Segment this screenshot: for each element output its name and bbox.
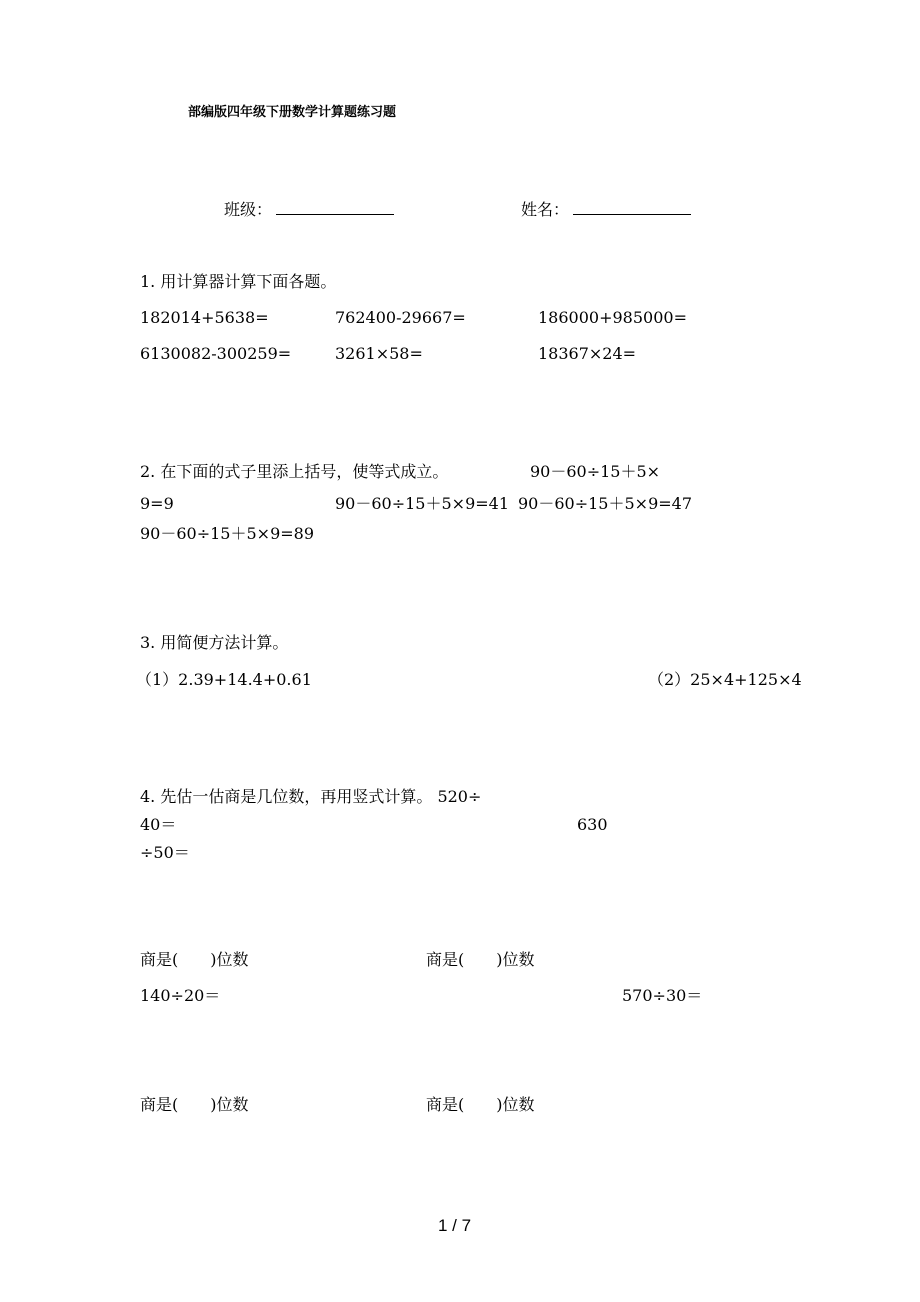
q2-item: 90－60÷15＋5×9=41 bbox=[335, 494, 510, 513]
q1-item: 762400-29667= bbox=[335, 308, 466, 327]
q2-heading: 2. 在下面的式子里添上括号，使等式成立。 bbox=[140, 462, 449, 481]
q1-item: 3261×58= bbox=[335, 344, 423, 363]
q4-item: 40＝ bbox=[140, 815, 177, 834]
q3-item: （1）2.39+14.4+0.61 bbox=[136, 670, 312, 689]
class-label: 班级： bbox=[224, 200, 273, 219]
q1-item: 182014+5638= bbox=[140, 308, 269, 327]
quotient-label: 商是( )位数 bbox=[426, 950, 535, 969]
document-title: 部编版四年级下册数学计算题练习题 bbox=[188, 105, 397, 120]
q4-item: 630 bbox=[577, 815, 608, 834]
q2-item: 9=9 bbox=[140, 494, 174, 513]
page-number: 1 / 7 bbox=[438, 1216, 472, 1235]
q4-item: 570÷30＝ bbox=[622, 986, 703, 1005]
q2-item: 90－60÷15＋5× bbox=[530, 462, 661, 481]
q1-item: 186000+985000= bbox=[538, 308, 687, 327]
class-blank bbox=[276, 200, 394, 215]
q1-heading: 1. 用计算器计算下面各题。 bbox=[140, 272, 337, 291]
name-field bbox=[521, 200, 691, 220]
quotient-label: 商是( )位数 bbox=[140, 1095, 249, 1114]
q3-item: （2）25×4+125×4 bbox=[648, 670, 802, 689]
q2-item: 90－60÷15＋5×9=89 bbox=[140, 524, 315, 543]
q2-item: 90－60÷15＋5×9=47 bbox=[518, 494, 693, 513]
q1-item: 18367×24= bbox=[538, 344, 637, 363]
q4-item: ÷50＝ bbox=[140, 843, 190, 862]
name-blank bbox=[573, 200, 691, 215]
q4-heading: 4. 先估一估商是几位数，再用竖式计算。 520÷ bbox=[140, 787, 482, 806]
q1-item: 6130082-300259= bbox=[140, 344, 292, 363]
name-label: 姓名： bbox=[521, 200, 570, 219]
q3-heading: 3. 用简便方法计算。 bbox=[140, 633, 289, 652]
q4-item: 140÷20＝ bbox=[140, 986, 221, 1005]
quotient-label: 商是( )位数 bbox=[426, 1095, 535, 1114]
class-field bbox=[224, 200, 394, 220]
quotient-label: 商是( )位数 bbox=[140, 950, 249, 969]
